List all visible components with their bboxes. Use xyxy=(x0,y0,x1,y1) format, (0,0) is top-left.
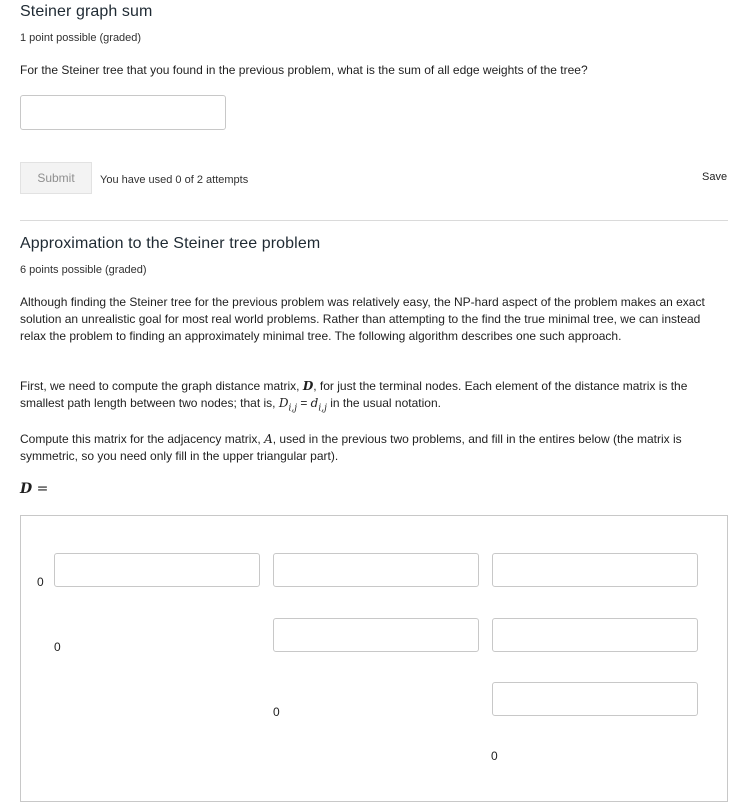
points-possible-2: 6 points possible (graded) xyxy=(20,264,147,276)
matrix-input-2-4[interactable] xyxy=(492,618,698,652)
attempts-text: You have used 0 of 2 attempts xyxy=(100,174,249,186)
matrix-input-1-2[interactable] xyxy=(54,553,260,587)
math-A: A xyxy=(264,432,273,446)
matrix-input-1-3[interactable] xyxy=(273,553,479,587)
adjacency-paragraph: Compute this matrix for the adjacency matrix, A, used in the previous two problems, and fill in the entires below (the matrix is symmetric, so you need only fill in the upper triangular part). xyxy=(20,432,682,463)
matrix-diagonal-1: 0 xyxy=(54,640,61,654)
question-text: For the Steiner tree that you found in the previous problem, what is the sum of all edge weights of the tree? xyxy=(20,63,588,77)
points-possible: 1 point possible (graded) xyxy=(20,32,142,44)
save-button[interactable]: Save xyxy=(702,171,728,183)
math-D: D xyxy=(302,379,314,393)
intro-paragraph: Although finding the Steiner tree for the previous problem was relatively easy, the NP-hard aspect of the problem makes an exact solution an unrealistic goal for most real world problems. Rather than attempting to the find the true minimal tree, we can instead relax the problem to finding an approximately minimal tree. The following algorithm describes one such approach. xyxy=(20,295,705,343)
matrix-label: D = xyxy=(20,481,49,497)
matrix-input-2-3[interactable] xyxy=(273,618,479,652)
matrix-input-3-4[interactable] xyxy=(492,682,698,716)
answer-input[interactable] xyxy=(20,95,226,130)
matrix-diagonal-3: 0 xyxy=(491,749,498,763)
matrix-diagonal-2: 0 xyxy=(273,705,280,719)
problem-title: Steiner graph sum xyxy=(20,3,153,20)
section-divider xyxy=(20,220,728,221)
problem-title-2: Approximation to the Steiner tree problem xyxy=(20,235,321,252)
matrix-input-1-4[interactable] xyxy=(492,553,698,587)
distance-matrix-paragraph: First, we need to compute the graph distance matrix, D, for just the terminal nodes. Each element of the distance matrix is the smallest path length between two nodes; that is, $D_{i,j} = d_{i,j}$ in the usual notation. xyxy=(20,379,688,414)
submit-button[interactable]: Submit xyxy=(20,162,92,194)
matrix-diagonal-0: 0 xyxy=(37,575,44,589)
